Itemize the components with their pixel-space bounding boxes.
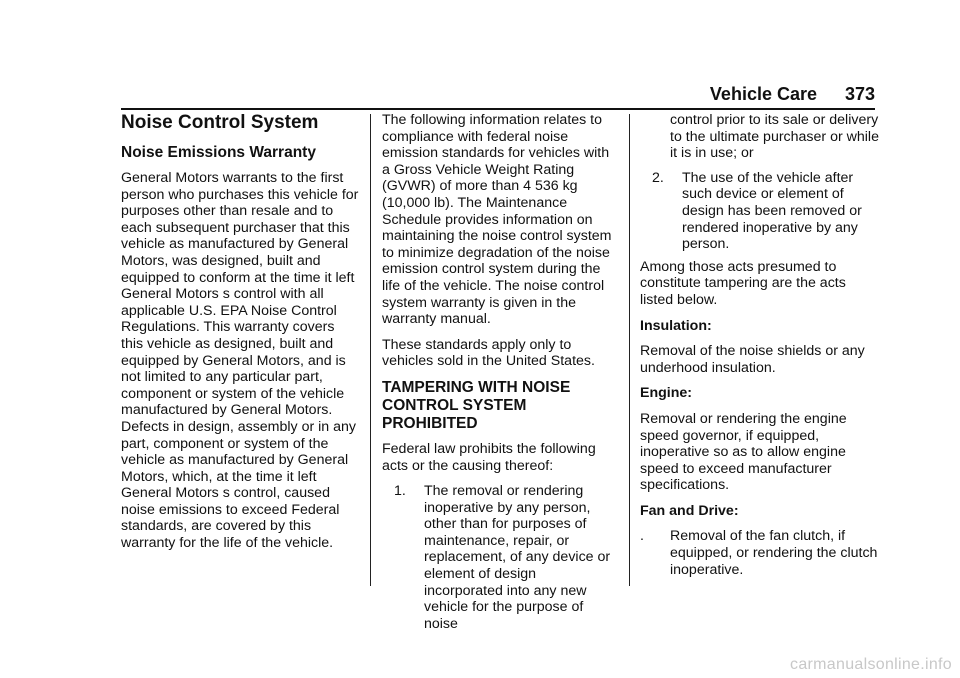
fan-drive-label: Fan and Drive: xyxy=(640,502,739,519)
list-item-continued xyxy=(640,112,880,162)
engine-label: Engine: xyxy=(640,385,693,402)
column-divider xyxy=(629,114,630,586)
list-text: The removal or rendering inoperative by any person, other than for purposes of maintenance, repair, or replacement, of any device or element of design incorporated into any new vehicle for the purpose of noise xyxy=(424,483,611,632)
column-1 xyxy=(121,112,359,561)
column-3 xyxy=(640,112,880,584)
page-title: Noise Control System xyxy=(121,112,319,133)
column-divider xyxy=(370,114,371,586)
standards-paragraph: These standards apply only to vehicles sold in the United States. xyxy=(382,336,595,370)
bullet-marker: . xyxy=(640,528,644,545)
tampering-heading: TAMPERING WITH NOISE CONTROL SYSTEM PROHIBITED xyxy=(382,378,571,432)
list-item xyxy=(640,170,880,253)
list-item xyxy=(640,528,880,578)
list-number: 2. xyxy=(652,169,664,186)
watermark: carmanualsonline.info xyxy=(790,656,952,673)
insulation-text: Removal of the noise shields or any underhood insulation. xyxy=(640,343,865,376)
header-rule xyxy=(121,108,875,110)
list-text: Removal of the fan clutch, if equipped, or rendering the clutch inoperative. xyxy=(670,528,878,578)
tampering-acts-paragraph: Among those acts presumed to constitute tampering are the acts listed below. xyxy=(640,258,846,308)
section-heading: Noise Emissions Warranty xyxy=(121,144,316,161)
list-text: The use of the vehicle after such device or element of design has been removed or rendered inoperative by any person. xyxy=(682,169,862,253)
list-text: control prior to its sale or delivery to the ultimate purchaser or while it is in use; or xyxy=(670,112,879,162)
engine-text: Removal or rendering the engine speed governor, if equipped, inoperative so as to allow engine speed to exceed manufacturer specifications. xyxy=(640,410,847,494)
list-item xyxy=(382,483,618,632)
page-header xyxy=(121,78,875,108)
insulation-label: Insulation: xyxy=(640,317,712,334)
list-number: 1. xyxy=(394,483,406,500)
federal-law-paragraph: Federal law prohibits the following acts or the causing thereof: xyxy=(382,440,596,474)
section-title: Vehicle Care xyxy=(709,84,817,104)
compliance-paragraph: The following information relates to compliance with federal noise emission standards for vehicles with a Gross Vehicle Weight Rating (GVWR) of more than 4 536 kg (10,000 lb). The Maintenance Schedule provides information on maintaining the noise control system to minimize degradation of the noise emission control system during the life of the vehicle. The noise control system warranty is given in the warranty manual. xyxy=(382,112,612,328)
page-number: 373 xyxy=(844,84,875,104)
column-2 xyxy=(382,112,618,638)
warranty-paragraph: General Motors warrants to the first person who purchases this vehicle for purposes other than resale and to each subsequent purchaser that this vehicle as manufactured by General Motors, was designed, built and equipped to conform at the time it left General Motors s control with all applicable U.S. EPA Noise Control Regulations. This warranty covers this vehicle as designed, built and equipped by General Motors, and is not limited to any particular part, component or system of the vehicle manufactured by General Motors. Defects in design, assembly or in any part, component or system of the vehicle as manufactured by General Motors, which, at the time it left General Motors s control, caused noise emissions to exceed Federal standards, are covered by this warranty for the life of the vehicle. xyxy=(121,170,359,552)
